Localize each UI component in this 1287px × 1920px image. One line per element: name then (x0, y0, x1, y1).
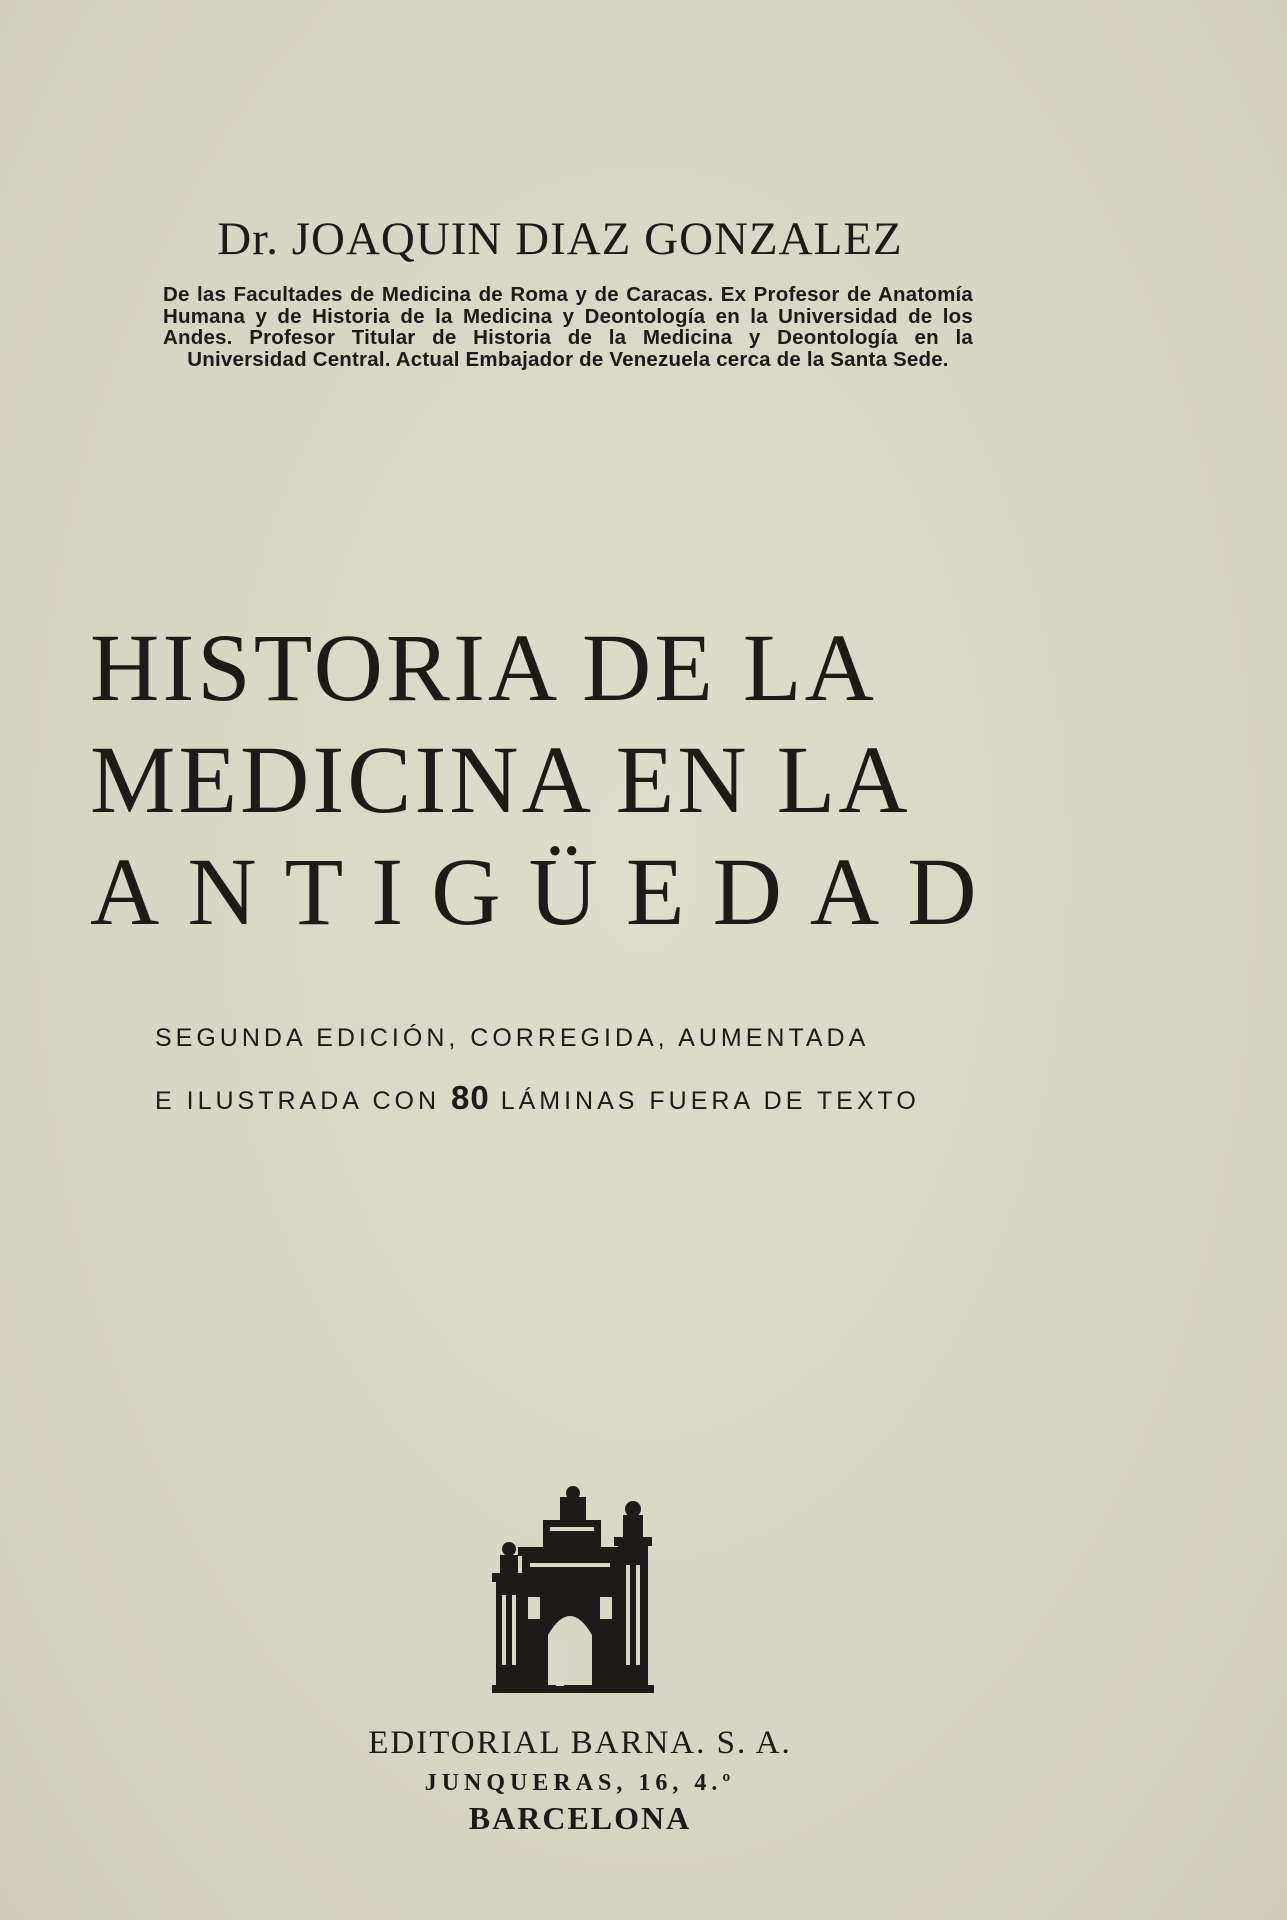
title-line-1: HISTORIA DE LA (90, 614, 877, 721)
edition-line-2-suffix: LÁMINAS FUERA DE TEXTO (500, 1087, 920, 1115)
plates-count: 80 (451, 1079, 490, 1116)
edition-line-1: SEGUNDA EDICIÓN, CORREGIDA, AUMENTADA (155, 1024, 870, 1052)
edition-line-2-prefix: E ILUSTRADA CON (155, 1087, 441, 1115)
edition-statement (155, 1008, 995, 1131)
publisher-address: JUNQUERAS, 16, 4.º (424, 1770, 736, 1796)
edition-line-2 (155, 1068, 995, 1131)
publisher-city: BARCELONA (468, 1800, 692, 1836)
title-line-2: MEDICINA EN LA (90, 726, 911, 833)
author-name: Dr. JOAQUIN DIAZ GONZALEZ (217, 213, 903, 265)
title-line-3: ANTIGÜEDAD (90, 838, 1005, 945)
triumphal-arch-icon (488, 1485, 658, 1700)
publisher-name: EDITORIAL BARNA. S. A. (368, 1725, 792, 1761)
author-credentials: De las Facultades de Medicina de Roma y de Caracas. Ex Profesor de Anatomía Humana y de Historia de la Medicina y Deontología en la Universidad de los Andes. Profesor Titular de Historia de la Medicina y Deontología en la Universidad Central. Actual Embajador de Venezuela cerca de la Santa Sede. (163, 283, 973, 371)
book-title (90, 612, 1050, 948)
